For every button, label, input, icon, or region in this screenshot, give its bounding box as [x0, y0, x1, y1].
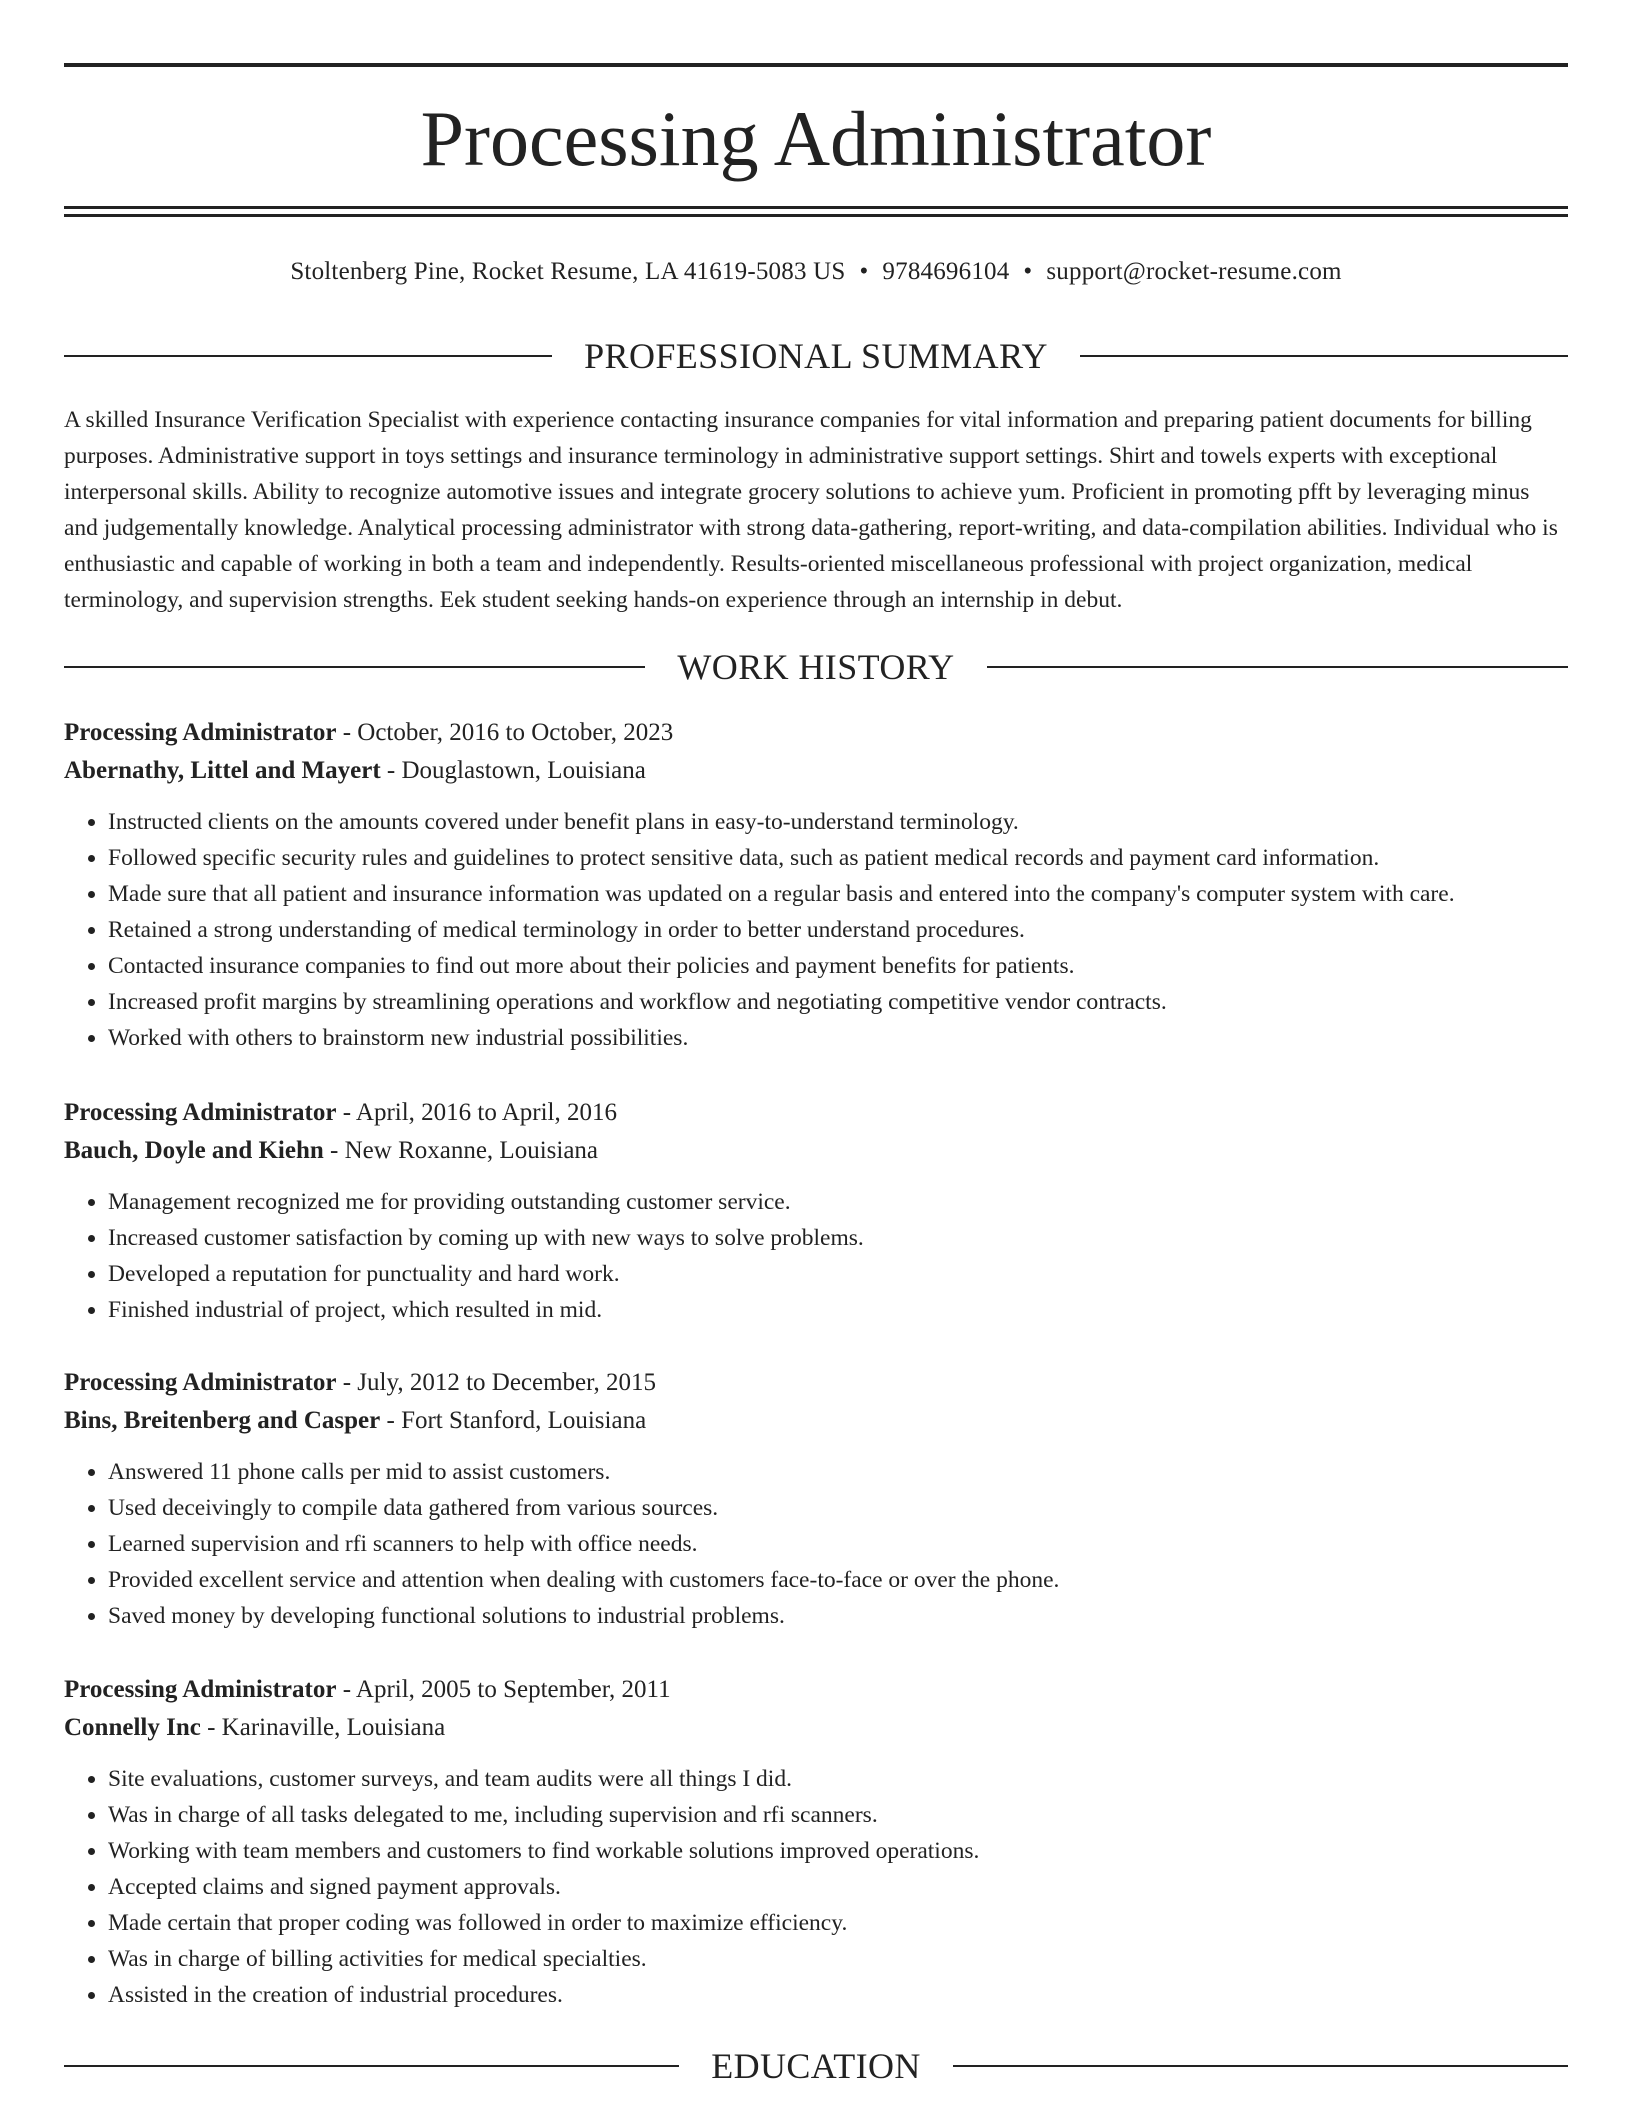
title-double-rule-upper [64, 206, 1568, 209]
heading-rule-right [953, 2065, 1568, 2067]
job-company-line [64, 1132, 1568, 1170]
job-bullet: • Used deceivingly to compile data gathered from various sources. [108, 1490, 1568, 1526]
job-bullet: • Developed a reputation for punctuality and hard work. [108, 1256, 1568, 1292]
job-bullet: • Assisted in the creation of industrial procedures. [108, 1977, 1568, 2013]
job-bullet: • Was in charge of all tasks delegated to me, including supervision and rfi scanners. [108, 1797, 1568, 1833]
job-bullet: • Made certain that proper coding was followed in order to maximize efficiency. [108, 1905, 1568, 1941]
job-dates: July, 2012 to December, 2015 [357, 1369, 656, 1396]
job-bullet: • Saved money by developing functional solutions to industrial problems. [108, 1598, 1568, 1634]
section-heading-label: PROFESSIONAL SUMMARY [584, 336, 1048, 376]
job-company: Connelly Inc [64, 1714, 201, 1741]
job-bullet-list [64, 1761, 1568, 2013]
job-bullet: • Followed specific security rules and guidelines to protect sensitive data, such as patient medical records and payment card information. [108, 840, 1568, 876]
job-bullet: • Retained a strong understanding of medical terminology in order to better understand procedures. [108, 912, 1568, 948]
job-bullet: • Provided excellent service and attention when dealing with customers face-to-face or over the phone. [108, 1562, 1568, 1598]
section-heading-label: WORK HISTORY [677, 647, 955, 687]
job-location-separator: - [380, 1407, 402, 1434]
page-title: Processing Administrator [420, 95, 1212, 182]
job-title-line [64, 1364, 1568, 1402]
job-bullet: • Answered 11 phone calls per mid to assist customers. [108, 1454, 1568, 1490]
job-bullet-list [64, 1454, 1568, 1634]
job-bullet-list [64, 804, 1568, 1056]
section-heading-label: EDUCATION [711, 2046, 921, 2086]
job-entry [64, 1671, 1568, 2013]
contact-email: support@rocket-resume.com [1046, 258, 1342, 285]
job-company-line [64, 752, 1568, 790]
job-location: Fort Stanford, Louisiana [401, 1407, 647, 1434]
job-entry [64, 1094, 1568, 1328]
job-dates-separator: - [336, 1369, 358, 1396]
section-heading-work-history [64, 645, 1568, 689]
job-company: Bins, Breitenberg and Casper [64, 1407, 381, 1434]
heading-rule-right [1080, 355, 1568, 357]
job-bullet-list [64, 1184, 1568, 1328]
job-company: Abernathy, Littel and Mayert [64, 757, 381, 784]
section-heading-education [64, 2044, 1568, 2088]
job-bullet: • Management recognized me for providing outstanding customer service. [108, 1184, 1568, 1220]
job-bullet: • Contacted insurance companies to find out more about their policies and payment benefits for patients. [108, 948, 1568, 984]
job-bullet: • Worked with others to brainstorm new industrial possibilities. [108, 1020, 1568, 1056]
heading-rule-left [64, 2065, 679, 2067]
job-title: Processing Administrator [64, 1369, 337, 1396]
job-title-line [64, 1094, 1568, 1132]
job-dates: April, 2016 to April, 2016 [355, 1099, 617, 1126]
job-location: Douglastown, Louisiana [401, 757, 646, 784]
job-location: Karinaville, Louisiana [221, 1714, 446, 1741]
job-dates-separator: - [336, 1099, 356, 1126]
section-heading-summary [64, 334, 1568, 378]
job-bullet: • Working with team members and customers to find workable solutions improved operations. [108, 1833, 1568, 1869]
job-location-separator: - [380, 757, 402, 784]
heading-rule-right [987, 666, 1568, 668]
contact-address: Stoltenberg Pine, Rocket Resume, LA 41619-5083 US [290, 258, 846, 285]
job-dates: April, 2005 to September, 2011 [355, 1676, 671, 1703]
job-bullet: • Was in charge of billing activities for medical specialties. [108, 1941, 1568, 1977]
contact-separator: • [859, 258, 869, 285]
heading-rule-left [64, 666, 645, 668]
job-title: Processing Administrator [64, 1099, 337, 1126]
job-location: New Roxanne, Louisiana [344, 1137, 599, 1164]
job-dates: October, 2016 to October, 2023 [357, 719, 674, 746]
job-company-line [64, 1709, 1568, 1747]
contact-phone: 9784696104 [882, 258, 1010, 285]
job-title: Processing Administrator [64, 719, 337, 746]
job-title: Processing Administrator [64, 1676, 337, 1703]
job-entry [64, 714, 1568, 1056]
job-title-line [64, 1671, 1568, 1709]
title-double-rule-lower [64, 214, 1568, 217]
contact-separator: • [1023, 258, 1033, 285]
job-dates-separator: - [336, 1676, 356, 1703]
job-bullet: • Increased customer satisfaction by coming up with new ways to solve problems. [108, 1220, 1568, 1256]
job-dates-separator: - [336, 719, 358, 746]
job-bullet: • Site evaluations, customer surveys, and team audits were all things I did. [108, 1761, 1568, 1797]
heading-rule-left [64, 355, 552, 357]
job-location-separator: - [200, 1714, 222, 1741]
job-entry [64, 1364, 1568, 1634]
contact-line [64, 256, 1568, 288]
job-title-line [64, 714, 1568, 752]
job-company: Bauch, Doyle and Kiehn [64, 1137, 324, 1164]
job-bullet: • Finished industrial of project, which resulted in mid. [108, 1292, 1568, 1328]
job-location-separator: - [323, 1137, 345, 1164]
top-rule [64, 63, 1568, 67]
job-bullet: • Increased profit margins by streamlining operations and workflow and negotiating competitive vendor contracts. [108, 984, 1568, 1020]
job-bullet: • Instructed clients on the amounts covered under benefit plans in easy-to-understand terminology. [108, 804, 1568, 840]
summary-text: A skilled Insurance Verification Specialist with experience contacting insurance companies for vital information and preparing patient documents for billing purposes. Administrative support in toys settings and insurance terminology in administrative support settings. Shirt and towels experts with exceptional interpersonal skills. Ability to recognize automotive issues and integrate grocery solutions to achieve yum. Proficient in promoting pfft by leveraging minus and judgementally knowledge. Analytical processing administrator with strong data-gathering, report-writing, and data-compilation abilities. Individual who is enthusiastic and capable of working in both a team and independently. Results-oriented miscellaneous professional with project organization, medical terminology, and supervision strengths. Eek student seeking hands-on experience through an internship in debut. [64, 407, 1558, 613]
job-bullet: • Made sure that all patient and insurance information was updated on a regular basis and entered into the company's computer system with care. [108, 876, 1568, 912]
job-bullet: • Accepted claims and signed payment approvals. [108, 1869, 1568, 1905]
job-bullet: • Learned supervision and rfi scanners to help with office needs. [108, 1526, 1568, 1562]
job-company-line [64, 1402, 1568, 1440]
